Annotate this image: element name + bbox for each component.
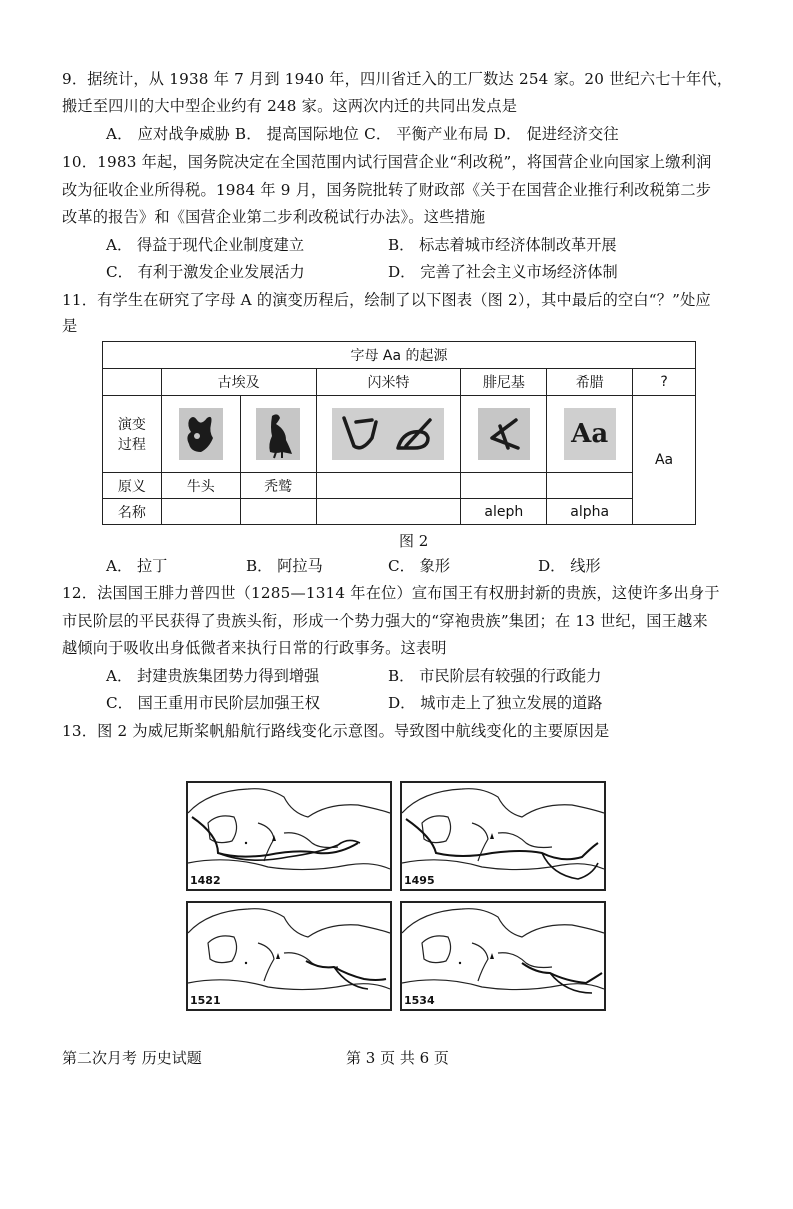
q11-option-c: C． 象形 [388, 557, 451, 575]
q10-stem-line3: 改革的报告》和《国营企业第二步利改税试行办法》。这些措施 [62, 208, 486, 226]
q10-option-b: B． 标志着城市经济体制改革开展 [388, 236, 617, 254]
q11-stem-line1: 11．有学生在研究了字母 A 的演变历程后，绘制了以下图表（图 2），其中最后的空白“？”处应 [62, 291, 711, 309]
q12-option-a: A． 封建贵族集团势力得到增强 [106, 667, 320, 685]
vulture-hieroglyph [256, 408, 300, 460]
glyph-cell-egypt-ox [161, 396, 240, 473]
q10-option-a: A． 得益于现代企业制度建立 [106, 236, 305, 254]
row-label-name: 名称 [103, 499, 162, 525]
name-egypt-1 [161, 499, 240, 525]
header-semitic: 闪米特 [316, 369, 461, 396]
row-label-meaning: 原义 [103, 473, 162, 499]
q10-option-d: D． 完善了社会主义市场经济体制 [388, 263, 618, 281]
route-map-1482 [186, 781, 392, 891]
map-year-1495: 1495 [404, 874, 435, 887]
q12-option-b: B． 市民阶层有较强的行政能力 [388, 667, 602, 685]
q12-stem-line1: 12．法国国王腓力普四世（1285—1314 年在位）宣布国王有权册封新的贵族，这使许多出身于 [62, 584, 720, 602]
q11-stem-line2: 是 [62, 317, 78, 335]
table-title: 字母 Aa 的起源 [103, 342, 696, 369]
name-semitic [316, 499, 461, 525]
q12-stem-line2: 市民阶层的平民获得了贵族头衔，形成一个势力强大的“穿袍贵族”集团；在 13 世纪，国王越来 [62, 612, 708, 630]
figure-caption: 图 2 [399, 532, 429, 550]
meaning-vulture: 秃鹫 [240, 473, 316, 499]
glyph-cell-egypt-vulture [240, 396, 316, 473]
header-egypt: 古埃及 [161, 369, 316, 396]
semitic-aleph-glyphs [332, 408, 444, 460]
map-year-1482: 1482 [190, 874, 221, 887]
map-year-1521: 1521 [190, 994, 221, 1007]
header-greece: 希腊 [547, 369, 633, 396]
route-map-1521 [186, 901, 392, 1011]
row-label-evolution [103, 396, 162, 473]
header-phoenicia: 腓尼基 [461, 369, 547, 396]
glyph-cell-greece [547, 396, 633, 473]
q11-option-d: D． 线形 [538, 557, 601, 575]
q13-stem-line1: 13．图 2 为威尼斯桨帆船航行路线变化示意图。导致图中航线变化的主要原因是 [62, 722, 610, 740]
q9-options: A． 应对战争威胁 B． 提高国际地位 C． 平衡产业布局 D． 促进经济交往 [106, 125, 619, 143]
table-corner [103, 369, 162, 396]
q12-option-c: C． 国王重用市民阶层加强王权 [106, 694, 320, 712]
map-year-1534: 1534 [404, 994, 435, 1007]
q11-option-b: B． 阿拉马 [246, 557, 323, 575]
q11-option-a: A． 拉丁 [106, 557, 168, 575]
q9-stem-line1: 9．据统计，从 1938 年 7 月到 1940 年，四川省迁入的工厂数达 254 家。20 世纪六七十年代， [62, 70, 733, 88]
letter-origin-table [102, 341, 696, 525]
name-greece: alpha [547, 499, 633, 525]
phoenician-aleph-glyph [478, 408, 530, 460]
name-phoenicia: aleph [461, 499, 547, 525]
row-label-evolution-2: 过程 [117, 437, 146, 453]
row-label-evolution-1: 演变 [117, 417, 146, 433]
answer-cell-latin: Aa [633, 396, 696, 525]
q10-stem-line1: 10．1983 年起，国务院决定在全国范围内试行国营企业“利改税”，将国营企业向国家上缴利润 [62, 153, 712, 171]
header-unknown: ? [633, 369, 696, 396]
route-map-1534 [400, 901, 606, 1011]
meaning-ox-head: 牛头 [161, 473, 240, 499]
venice-galley-route-maps [186, 781, 610, 1013]
q10-stem-line2: 改为征收企业所得税。1984 年 9 月，国务院批转了财政部《关于在国营企业推行利改税第二步 [62, 181, 712, 199]
q10-option-c: C． 有利于激发企业发展活力 [106, 263, 305, 281]
q12-stem-line3: 越倾向于吸收出身低微者来执行日常的行政事务。这表明 [62, 639, 447, 657]
footer-page-number: 第 3 页 共 6 页 [346, 1049, 449, 1067]
ox-head-hieroglyph [179, 408, 223, 460]
route-map-1495 [400, 781, 606, 891]
q12-option-d: D． 城市走上了独立发展的道路 [388, 694, 603, 712]
footer-exam-title: 第二次月考 历史试题 [62, 1049, 202, 1067]
meaning-semitic [316, 473, 461, 499]
glyph-cell-phoenicia [461, 396, 547, 473]
name-egypt-2 [240, 499, 316, 525]
q9-stem-line2: 搬迁至四川的大中型企业约有 248 家。这两次内迁的共同出发点是 [62, 97, 518, 115]
meaning-greece [547, 473, 633, 499]
meaning-phoenicia [461, 473, 547, 499]
greek-alpha-glyph: Aa [564, 408, 616, 460]
glyph-cell-semitic [316, 396, 461, 473]
